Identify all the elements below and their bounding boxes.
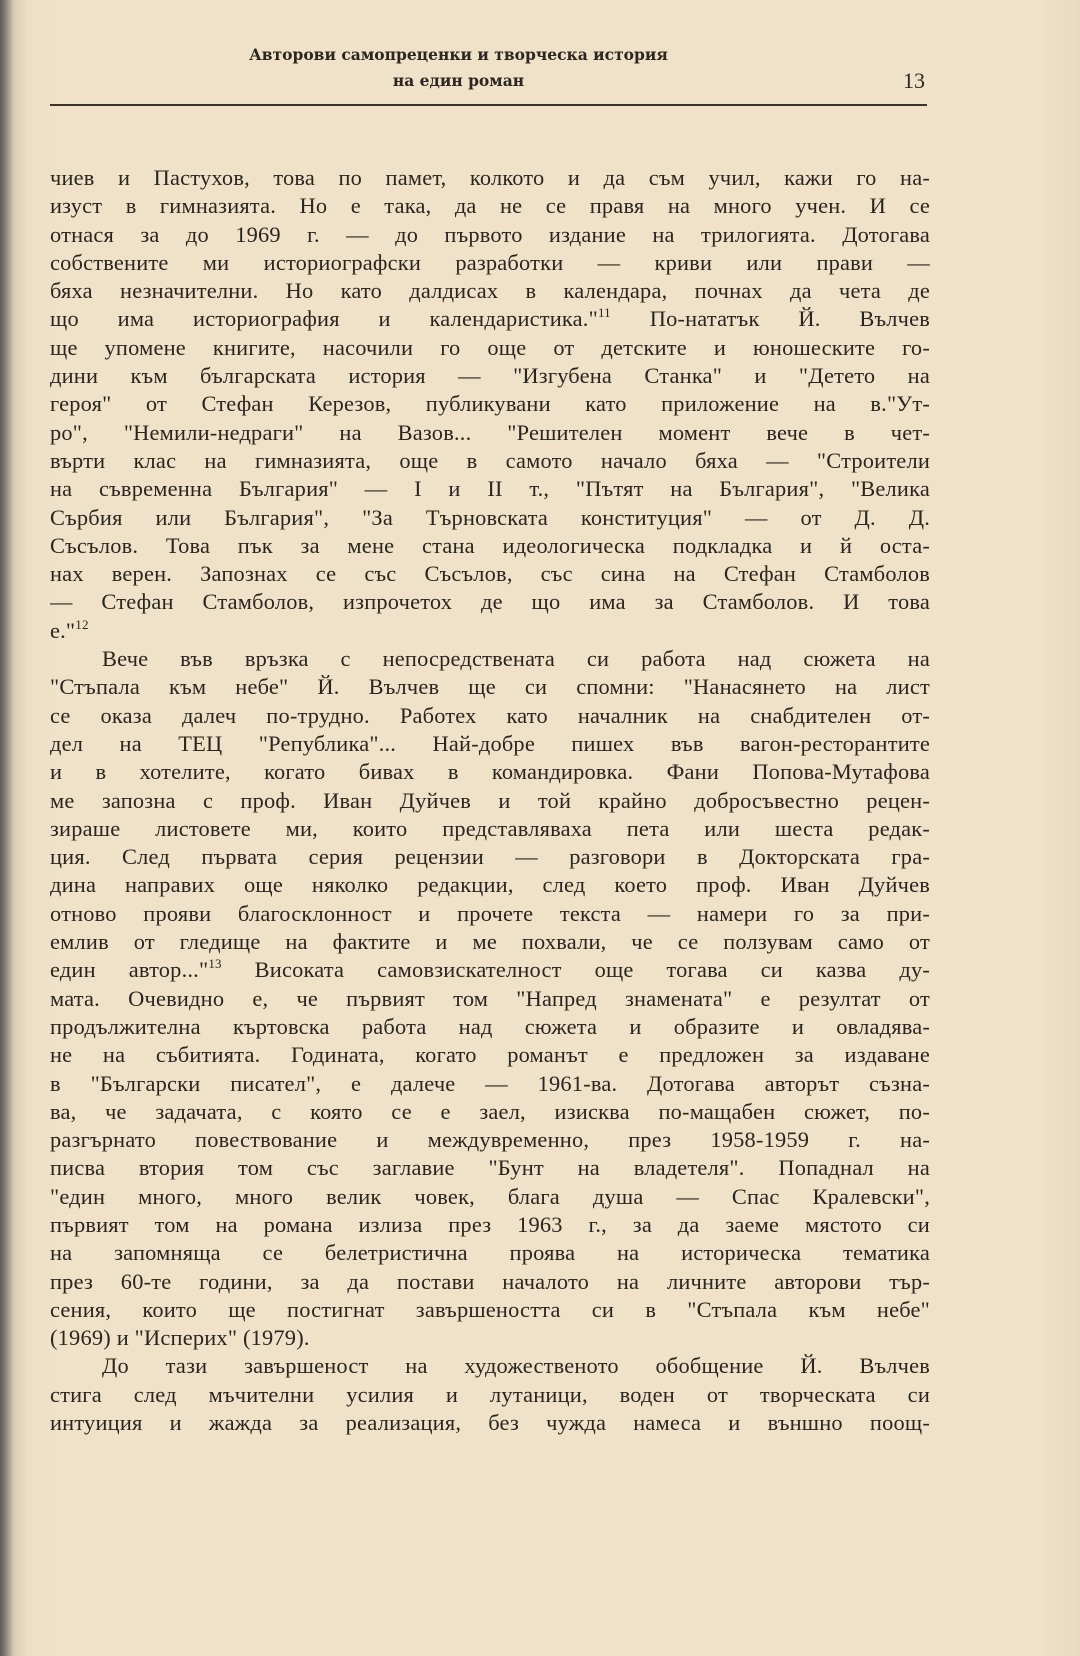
text-line: ция. След първата серия рецензии — разговори в Докторската гра-	[50, 844, 930, 870]
text-line: бяха незначителни. Но като далдисах в календара, почнах да чета де	[50, 278, 930, 304]
text-line: собствените ми историографски разработки — криви или прави —	[50, 249, 930, 275]
text-line: продължителна къртовска работа над сюжета и образите и овладява-	[50, 1013, 930, 1039]
text-line: (1969) и "Исперих" (1979).	[50, 1325, 310, 1351]
text-line: чиев и Пастухов, това по памет, колкото и да съм учил, кажи го на-	[50, 165, 930, 190]
body-text	[50, 164, 930, 1437]
text-line: в "Български писател", е далече — 1961-ва. Дотогава авторът съзна-	[50, 1070, 930, 1096]
text-line-with-footnote	[50, 617, 930, 645]
text-line: интуиция и жажда за реализация, без чужда намеса и външно поощ-	[50, 1410, 930, 1436]
text-line: емлив от гледище на фактите и ме похвали, че се ползувам само от	[50, 929, 930, 955]
running-title-line-2: на един роман	[392, 71, 525, 90]
text-line: изуст в гимназията. Но е така, да не се правя на много учен. И се	[50, 193, 930, 219]
text-line: писва втория том със заглавие "Бунт на владетеля". Попаднал на	[50, 1155, 930, 1181]
text-line: ро", "Немили-недраги" на Вазов... "Решителен момент вече в чет-	[50, 419, 930, 445]
text-segment: Високата самовзискателност още тогава си казва ду-	[221, 957, 930, 983]
text-line: Сърбия или България", "За Търновската конституция" — от Д. Д.	[50, 504, 930, 530]
running-title-line-1: Авторови самопреценки и творческа история	[249, 45, 668, 64]
text-line: До тази завършеност на художественото обобщение Й. Вълчев	[102, 1353, 930, 1379]
footnote-marker: 13	[208, 956, 222, 972]
text-line: Съсълов. Това пък за мене стана идеологическа подкладка и й оста-	[50, 532, 930, 558]
text-line: отнася за до 1969 г. — до първото издание на трилогията. Дотогава	[50, 221, 930, 247]
text-line: сения, които ще постигнат завършеността си в "Стъпала към небе"	[50, 1296, 930, 1322]
text-line-with-footnote	[50, 305, 930, 333]
page-number: 13	[903, 68, 925, 93]
text-line: първият том на романа излиза през 1963 г., за да заеме мястото си	[50, 1211, 930, 1237]
text-line: мата. Очевидно е, че първият том "Напред знамената" е резултат от	[50, 985, 930, 1011]
text-segment: един автор..."	[50, 957, 209, 983]
text-line: "един много, много велик човек, блага душа — Спас Кралевски",	[50, 1183, 930, 1209]
text-line: през 60-те години, за да постави началото на личните авторови тър-	[50, 1268, 930, 1294]
footnote-marker: 12	[75, 616, 89, 632]
running-header	[50, 42, 927, 106]
text-line: отново прояви благосклонност и прочете текста — намери го за при-	[50, 900, 930, 926]
text-line: "Стъпала към небе" Й. Вълчев ще си спомни: "Нанасянето на лист	[50, 674, 930, 700]
text-line: на запомняща се белетристична проява на историческа тематика	[50, 1240, 930, 1266]
text-line: се оказа далеч по-трудно. Работех като началник на снабдителен от-	[50, 702, 930, 728]
text-segment: е."	[50, 617, 76, 643]
text-line: на съвременна България" — I и II т., "Пътят на България", "Велика	[50, 476, 930, 502]
text-line: нах верен. Запознах се със Съсълов, със сина на Стефан Стамболов	[50, 561, 930, 587]
text-segment: що има историография и календаристика."	[50, 306, 598, 332]
text-line: не на събитията. Годината, когато романът е предложен за издаване	[50, 1042, 930, 1068]
text-line: дини към българската история — "Изгубена Станка" и "Детето на	[50, 363, 930, 389]
text-line: и в хотелите, когато бивах в командировка. Фани Попова-Мутафова	[50, 759, 930, 785]
text-line: ме запозна с проф. Иван Дуйчев и той крайно добросъвестно рецен-	[50, 787, 930, 813]
text-line: стига след мъчителни усилия и лутаници, воден от творческата си	[50, 1381, 930, 1407]
text-line: разгърнато повествование и междувременно, през 1958-1959 г. на-	[50, 1127, 930, 1153]
text-line: ще упомене книгите, насочили го още от детските и юношеските го-	[50, 334, 930, 360]
text-segment: По-нататък Й. Вълчев	[610, 306, 930, 332]
text-line: върти клас на гимназията, още в самото начало бяха — "Строители	[50, 447, 930, 473]
text-line: дел на ТЕЦ "Република"... Най-добре пишех във вагон-ресторантите	[50, 730, 930, 756]
footnote-marker: 11	[597, 305, 611, 321]
text-line: дина направих още няколко редакции, след което проф. Иван Дуйчев	[50, 872, 930, 898]
text-line: героя" от Стефан Керезов, публикувани като приложение на в."Ут-	[50, 391, 930, 417]
text-line: зираше листовете ми, които представляваха пета или шеста редак-	[50, 815, 930, 841]
text-line: Вече във връзка с непосредствената си работа над сюжета на	[102, 646, 930, 672]
running-title	[50, 42, 867, 94]
text-line: — Стефан Стамболов, изпрочетох де що има за Стамболов. И това	[50, 589, 930, 615]
text-line: ва, че задачата, с която се е заел, изисква по-мащабен сюжет, по-	[50, 1098, 930, 1124]
text-line-with-footnote	[50, 956, 930, 984]
